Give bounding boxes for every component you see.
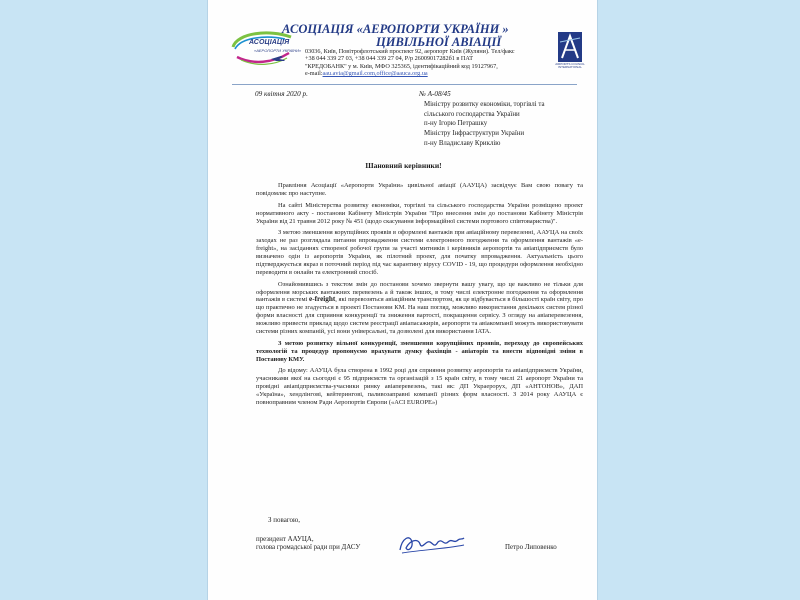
letterhead-title: АСОЦІАЦІЯ «АЕРОПОРТИ УКРАЇНИ »	[282, 22, 509, 36]
proposal-paragraph: З метою розвитку вільної конкуренції, зменшення корупційних проявів, переходу до європейських технологій та процедур пропонуємо врахувати думку фахівців - авіаторів та внести відповідні зміни в Постанову КМУ.	[256, 339, 583, 363]
addressee-line: Міністру Інфраструктури України	[424, 130, 525, 138]
addressee-line: п-ну Ігорю Петрашку	[424, 120, 488, 128]
position-line: президент ААУЦА,	[256, 536, 314, 543]
paragraph: На сайті Міністерства розвитку економіки, торгівлі та сільського господарства України розміщено проект нормативного акту - постанови Кабінету Міністрів України "Про внесення змін до постанови Кабінету Міністрів України від 21 травня 2012 року № 451 (щодо скасування інформаційної системи портового співтовариства)".	[256, 201, 583, 225]
addressee-line: сільського господарства України	[424, 110, 520, 118]
letterhead-address	[305, 48, 531, 78]
paragraph: Правління Асоціації «Аеропорти України» цивільної авіації (ААУЦА) засвідчує Вам свою повагу та повідомляє про наступне.	[256, 182, 583, 197]
letterhead-subtitle: ЦИВІЛЬНОЇ АВІАЦІЇ	[376, 35, 502, 49]
aci-emblem-icon	[556, 30, 584, 63]
e-freight-term: e-freight	[309, 295, 336, 304]
paragraph	[256, 281, 583, 336]
reference-number: № А-08/45	[419, 90, 451, 98]
handwritten-signature	[396, 528, 468, 558]
position-line: голова громадської ради при ДАСУ	[256, 544, 361, 552]
letter-date: 09 квітня 2020 р.	[255, 90, 308, 98]
aci-caption: AIRPORTS COUNCIL INTERNATIONAL	[555, 62, 585, 70]
signatory-name: Петро Липовенко	[505, 544, 557, 551]
logo-text: АСОЦІАЦІЯ	[249, 39, 290, 46]
addressee-line: п-ну Владиславу Криклію	[424, 139, 501, 147]
greeting: Шановний керівники!	[365, 161, 442, 170]
letter-page	[207, 0, 598, 600]
addressee-line: Міністру розвитку економіки, торгівлі та	[424, 101, 545, 108]
address-line: "КРЕДОБАНК" у м. Київ, МФО 325365, ідентифікаційний код 19127967,	[305, 62, 498, 70]
email-link[interactable]: aau.avia@gmail.com,office@aauca.org.ua	[322, 70, 428, 78]
letterhead-divider	[232, 84, 577, 85]
addressee-block	[424, 100, 545, 149]
address-line: 03036, Київ, Повітрофлотський проспект 92, аеропорт Київ (Жуляни). Тел/факс	[305, 48, 515, 55]
paragraph: З метою зменшення корупційних проявів в оформлені вантажів при авіаційному перевезенні, ААУЦА на своїх заходах не раз розглядала питання впровадження системи електронного погодження та оформлення вантажів «e-freight», на засіданнях створеної робочої групи за участі митників і керівників аеропортів та авіапідприємств було визначено одін із аеропортів України, як пілотний проект, для початку впровадження. Актуальність цього підтверджується якраз в поточний період під час карантину вірусу COVID - 19, що процедури оформлення необхідно переводити в онлайн та електронний спосіб.	[256, 229, 583, 276]
logo-subtext: «АЕРОПОРТИ УКРАЇНИ»	[254, 48, 302, 53]
signatory-position	[256, 536, 360, 553]
closing-regards: З повагою,	[268, 516, 300, 524]
paragraph: До відому: ААУЦА була створена в 1992 році для сприяння розвитку аеропортів та авіапідприємств України, учасниками якої на сьогодні є 95 підприємств та організацій з 15 країн світу, в тому числі 21 аеропорт України та провідні авіапідприємства-учасники ринку авіаперевезень, такі як: ДП Украерорух, ДП «АНТОНОВ», ДАП «Україна», хендлінгові, кейтерингові, паливозаправні компанії різних форм власності. З 2014 року ААУЦА є повноправним членом Ради Аеропортів Європи («ACI EUROPE»)	[256, 367, 583, 406]
address-line: +38 044 339 27 03, +38 044 339 27 04, Р/р 26009017282б1 в ПАТ	[305, 55, 474, 63]
email-line	[305, 70, 531, 77]
email-label: e-mail:	[305, 70, 323, 78]
letter-body	[256, 182, 583, 411]
paragraph-text: , які перевозяться авіаційним транспортом, як це відбувається в більшості країн світу, про що практично не згадується в проекті Постанови КМ. На наш погляд, можливо використання декількох систем різної форми власності для сприяння конкуренції та зниження вартості, покращення сервісу. З огляду на авіаперевезення, можливо привести приклад щодо систем реєстрації авіапасажирів, аеропорти та авіакомпанії можуть використовувати системи різних компаній, усі вони універсальні, та дозволені для використання IATA.	[256, 296, 584, 335]
paragraph-text: Ознайомившись з текстом змін до постанови хочемо звернути вашу увагу, що це важливо не тільки для оформлення морських вантажних перевезень а й також інших, в тому числі електронне погодження та оформлення вантажів в системі	[256, 280, 583, 304]
aci-logo	[556, 30, 584, 70]
